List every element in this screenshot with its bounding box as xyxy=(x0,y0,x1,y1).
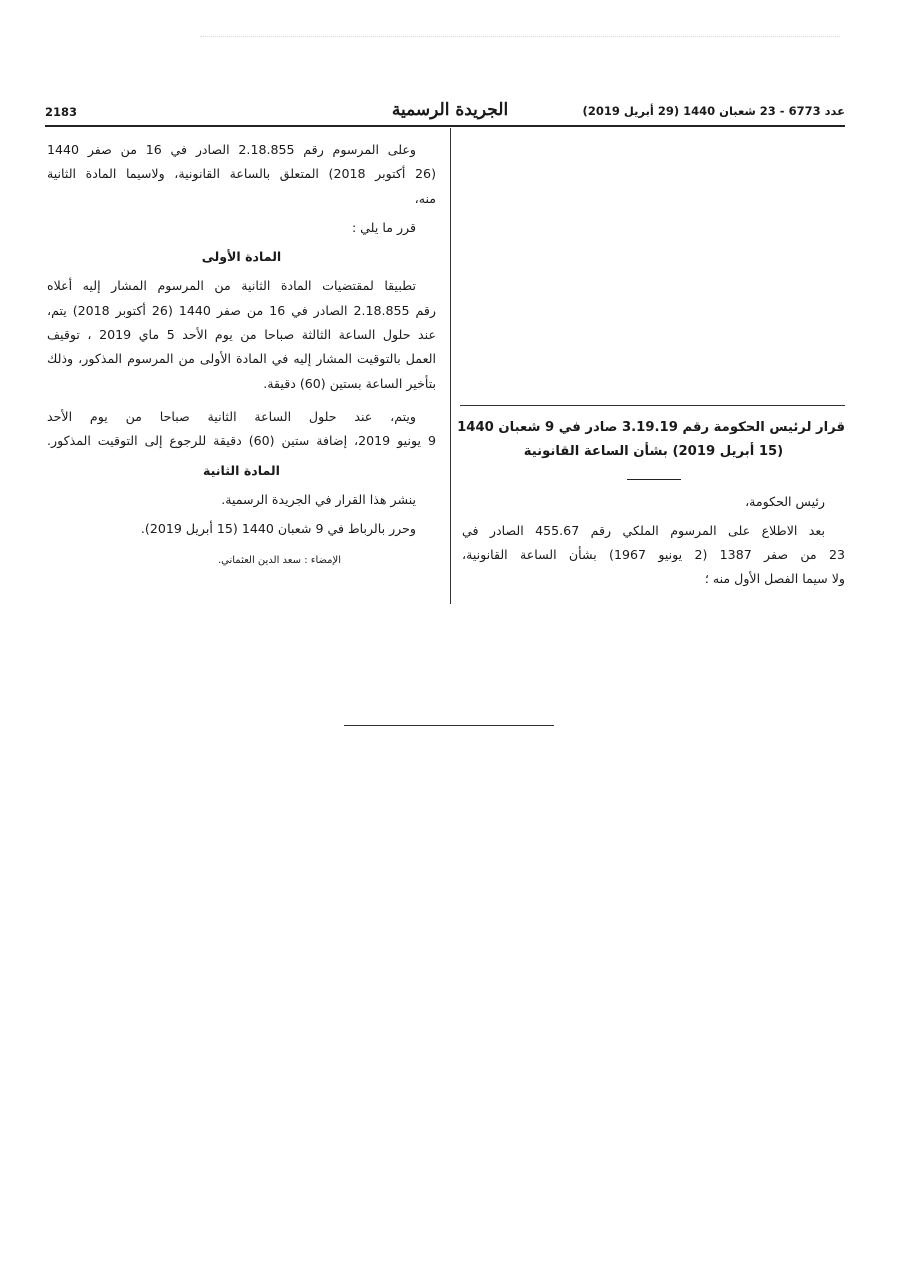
text-line: ينشر هذا القرار في الجريدة الرسمية. xyxy=(221,491,416,507)
decree-title-line: قرار لرئيس الحكومة رقم 3.19.19 صادر في 9 شعبان 1440 xyxy=(457,420,845,435)
text-line: وحرر بالرباط في 9 شعبان 1440 (15 أبريل 2019). xyxy=(140,521,416,537)
gazette-title: الجريدة الرسمية xyxy=(391,100,509,120)
decision-intro: قرر ما يلي : xyxy=(351,219,416,235)
text-line: (26 أكتوبر 2018) المتعلق بالساعة القانونية، ولاسيما المادة الثانية xyxy=(47,166,436,182)
decree-top-rule xyxy=(460,405,845,406)
page-header xyxy=(45,100,845,126)
text-line: تطبيقا لمقتضيات المادة الثانية من المرسوم المشار إليه أعلاه xyxy=(47,278,416,294)
issue-info: عدد 6773 - 23 شعبان 1440 (29 أبريل 2019) xyxy=(582,104,845,118)
text-line: رئيس الحكومة، xyxy=(745,493,825,509)
signature-line: الإمضاء : سعد الدين العثماني. xyxy=(217,555,341,567)
text-line: ولا سيما الفصل الأول منه ؛ xyxy=(704,571,845,587)
header-divider xyxy=(45,125,845,127)
text-line: منه، xyxy=(414,190,436,206)
article-two-heading: المادة الثانية xyxy=(203,462,280,478)
article-one-heading: المادة الأولى xyxy=(201,249,282,265)
text-line: وعلى المرسوم رقم 2.18.855 الصادر في 16 من صفر 1440 xyxy=(47,142,417,157)
end-separator xyxy=(344,725,554,726)
text-line: 9 يونيو 2019، إضافة ستين (60) دقيقة للرجوع إلى التوقيت المذكور. xyxy=(47,433,436,449)
right-column xyxy=(457,416,845,592)
scan-artifact xyxy=(200,36,840,41)
text-line: ويتم، عند حلول الساعة الثانية صباحا من يوم الأحد xyxy=(47,408,416,424)
text-line: العمل بالتوقيت المشار إليه في المادة الأولى من المرسوم المذكور، وذلك xyxy=(47,351,436,367)
title-separator xyxy=(627,479,681,480)
text-line: عند حلول الساعة الثالثة صباحا من يوم الأحد 5 ماي 2019 ، توقيف xyxy=(47,327,436,343)
left-column xyxy=(47,138,436,574)
decree-title-line: (15 أبريل 2019) بشأن الساعة القانونية xyxy=(523,444,784,460)
page-number: 2183 xyxy=(45,105,78,119)
text-line: بتأخير الساعة بستين (60) دقيقة. xyxy=(263,375,436,391)
column-divider xyxy=(450,128,451,604)
text-line: 23 من صفر 1387 (2 يونيو 1967) بشأن الساعة القانونية، xyxy=(462,547,845,563)
text-line: رقم 2.18.855 الصادر في 16 من صفر 1440 (26 أكتوبر 2018) يتم، xyxy=(47,302,437,318)
text-line: بعد الاطلاع على المرسوم الملكي رقم 455.67 الصادر في xyxy=(462,522,825,538)
